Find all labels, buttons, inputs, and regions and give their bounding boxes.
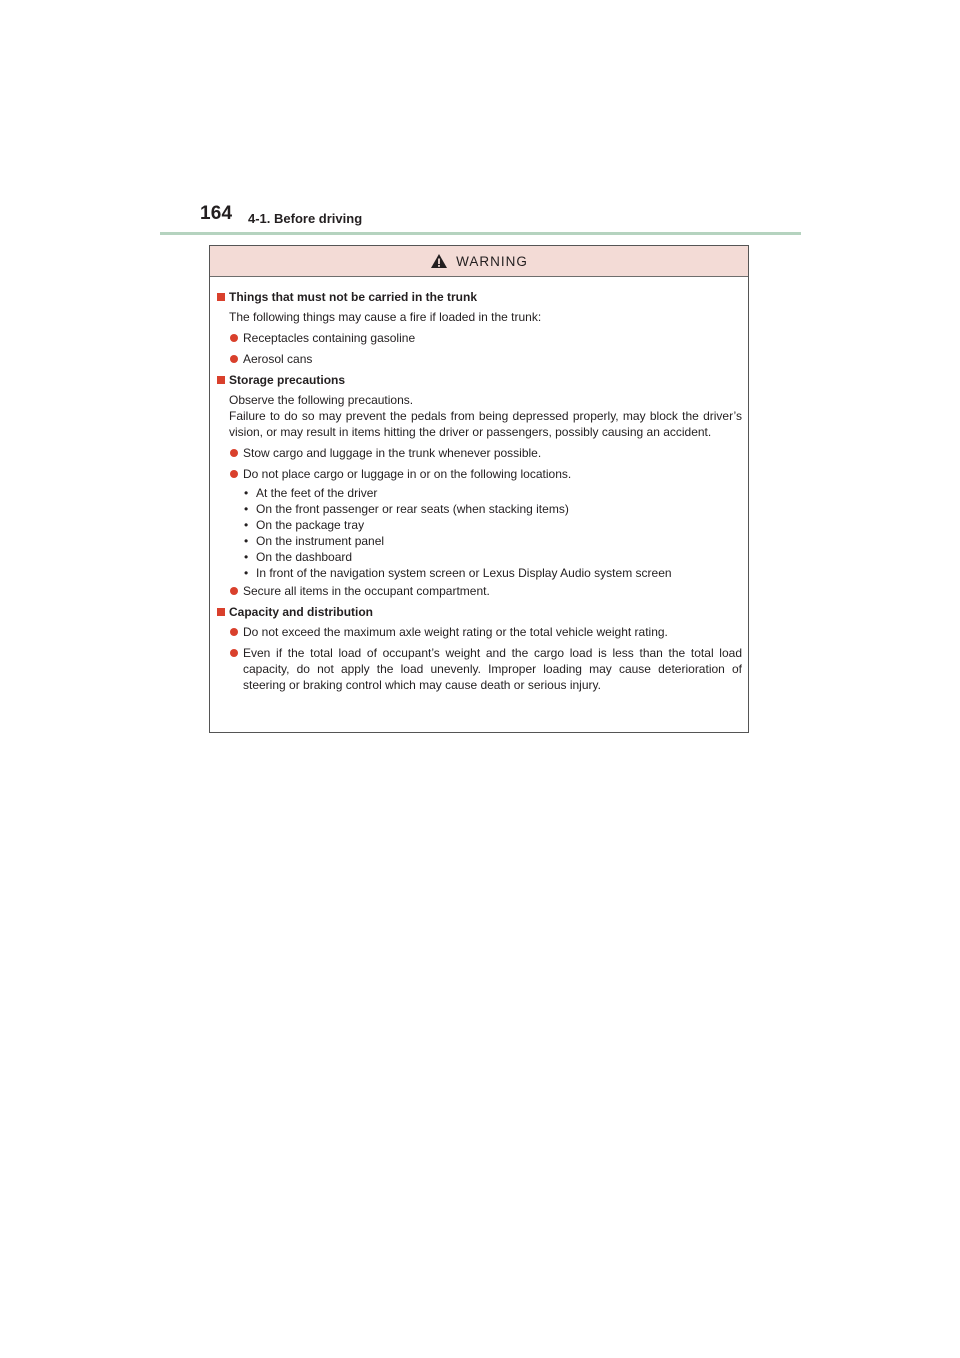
- warning-box: [209, 245, 749, 733]
- bullet-item: Even if the total load of occupant’s weight and the cargo load is less than the total load capacity, do not apply the load unevenly. Improper loading may cause deterioration of steering or braking control which may cause death or serious injury.: [210, 645, 748, 693]
- circle-bullet-icon: [230, 649, 238, 657]
- square-bullet-icon: [217, 376, 225, 384]
- section-heading-trunk: Things that must not be carried in the trunk: [210, 289, 748, 305]
- circle-bullet-icon: [230, 449, 238, 457]
- bullet-item: Stow cargo and luggage in the trunk whenever possible.: [210, 445, 748, 461]
- list-item: • At the feet of the driver: [244, 486, 378, 500]
- section-intro: Observe the following precautions.: [229, 393, 414, 407]
- bullet-item: Do not place cargo or luggage in or on the following locations.: [210, 466, 748, 482]
- section-heading-capacity: Capacity and distribution: [210, 604, 748, 620]
- list-item: • On the package tray: [244, 518, 365, 532]
- bullet-item: Receptacles containing gasoline: [210, 330, 748, 346]
- warning-content: [210, 289, 748, 698]
- circle-bullet-icon: [230, 355, 238, 363]
- circle-bullet-icon: [230, 628, 238, 636]
- section-intro: Failure to do so may prevent the pedals from being depressed properly, may block the driver’s vision, or may result in items hitting the driver or passengers, possibly causing an accident.: [229, 409, 742, 439]
- list-item: • On the dashboard: [244, 550, 353, 564]
- circle-bullet-icon: [230, 334, 238, 342]
- bullet-item: Secure all items in the occupant compartment.: [210, 583, 748, 599]
- list-item: • On the front passenger or rear seats (when stacking items): [244, 502, 569, 516]
- square-bullet-icon: [217, 608, 225, 616]
- warning-triangle-icon: [430, 253, 448, 269]
- header-divider: [160, 232, 801, 235]
- circle-bullet-icon: [230, 587, 238, 595]
- page-header: [200, 203, 800, 233]
- square-bullet-icon: [217, 293, 225, 301]
- circle-bullet-icon: [230, 470, 238, 478]
- location-list: [210, 485, 748, 581]
- list-item: • On the instrument panel: [244, 534, 385, 548]
- section-heading-storage: Storage precautions: [210, 372, 748, 388]
- bullet-item: Do not exceed the maximum axle weight rating or the total vehicle weight rating.: [210, 624, 748, 640]
- bullet-item: Aerosol cans: [210, 351, 748, 367]
- section-title: 4-1. Before driving: [248, 211, 363, 226]
- warning-title: WARNING: [456, 253, 528, 269]
- warning-header: [210, 246, 748, 277]
- list-item: • In front of the navigation system screen or Lexus Display Audio system screen: [244, 566, 672, 580]
- section-intro: The following things may cause a fire if loaded in the trunk:: [229, 310, 542, 324]
- page-number: 164: [200, 203, 233, 224]
